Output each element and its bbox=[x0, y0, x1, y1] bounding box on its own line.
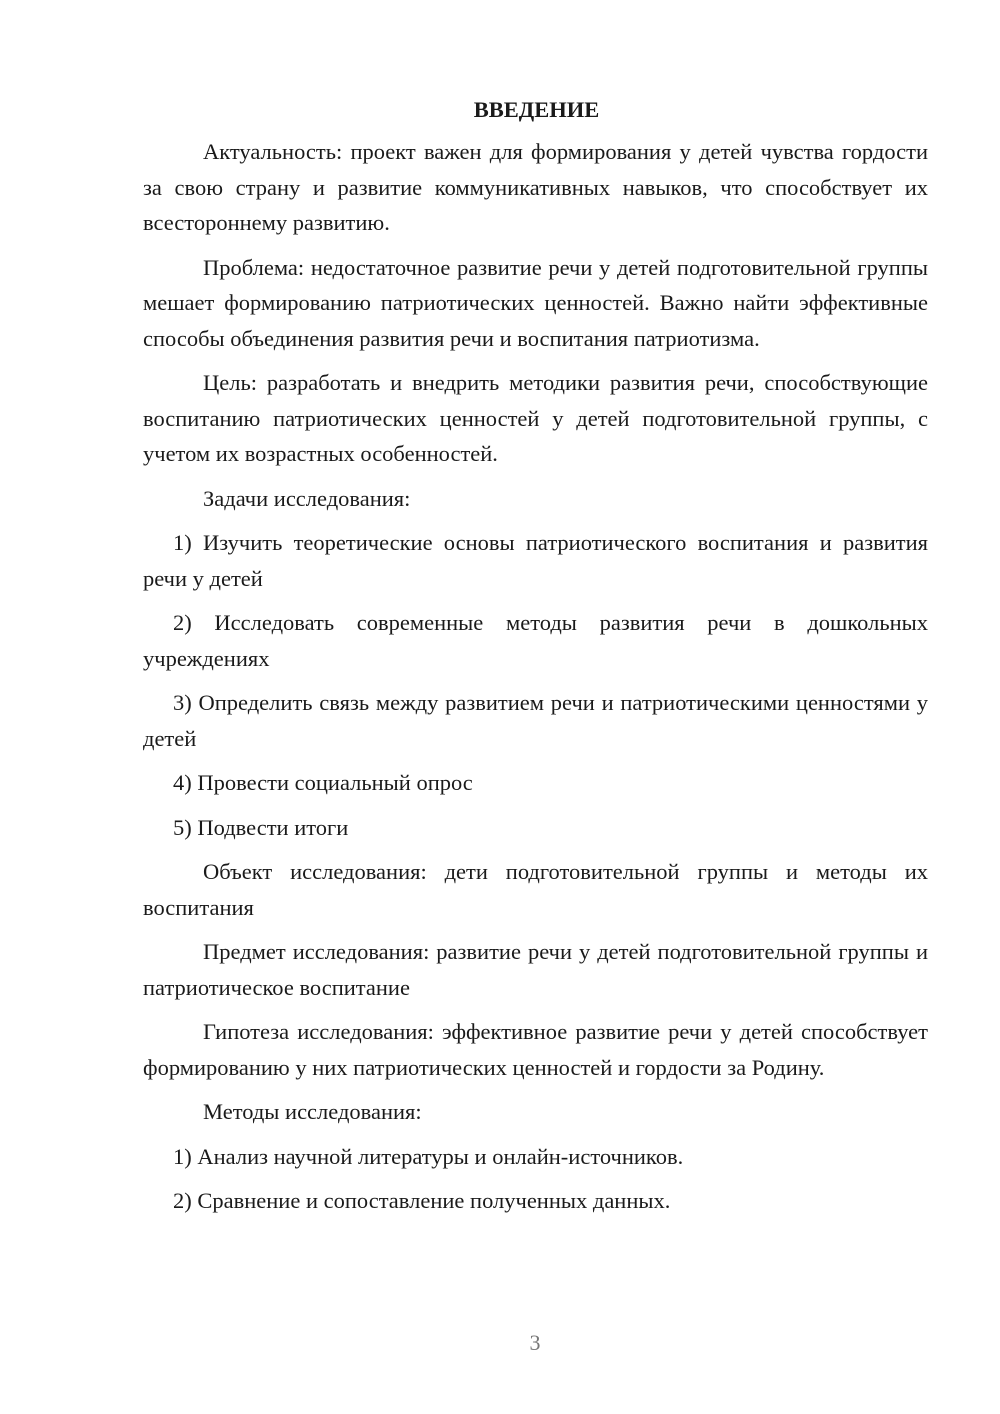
page-number: 3 bbox=[529, 1330, 541, 1355]
task-item: 2) Исследовать современные методы развития речи в дошкольных учреждениях bbox=[143, 610, 928, 671]
hypothesis-paragraph: Гипотеза исследования: эффективное развитие речи у детей способствует формированию у них патриотических ценностей и гордости за Родину. bbox=[143, 1019, 928, 1080]
tasks-heading: Задачи исследования: bbox=[203, 485, 411, 511]
task-item: 1) Изучить теоретические основы патриотического воспитания и развития речи у детей bbox=[143, 530, 928, 591]
method-item: 2) Сравнение и сопоставление полученных данных. bbox=[173, 1188, 671, 1213]
task-item: 5) Подвести итоги bbox=[173, 814, 349, 840]
methods-heading: Методы исследования: bbox=[203, 1099, 422, 1124]
subject-paragraph: Предмет исследования: развитие речи у детей подготовительной группы и патриотическое воспитание bbox=[143, 939, 928, 1000]
section-title: ВВЕДЕНИЕ bbox=[473, 97, 600, 122]
problem-paragraph: Проблема: недостаточное развитие речи у детей подготовительной группы мешает формированию патриотических ценностей. Важно найти эффективные способы объединения развития речи и воспитания патриотизма. bbox=[143, 254, 928, 351]
object-paragraph: Объект исследования: дети подготовительной группы и методы их воспитания bbox=[143, 859, 928, 920]
task-item: 4) Провести социальный опрос bbox=[173, 770, 473, 795]
method-item: 1) Анализ научной литературы и онлайн-источников. bbox=[173, 1143, 684, 1169]
goal-paragraph: Цель: разработать и внедрить методики развития речи, способствующие воспитанию патриотических ценностей у детей подготовительной группы, с учетом их возрастных особенностей. bbox=[143, 370, 928, 466]
task-item: 3) Определить связь между развитием речи и патриотическими ценностями у детей bbox=[143, 690, 928, 751]
relevance-paragraph: Актуальность: проект важен для формирования у детей чувства гордости за свою страну и развитие коммуникативных навыков, что способствует их всестороннему развитию. bbox=[143, 139, 928, 235]
document-page bbox=[143, 90, 928, 1228]
